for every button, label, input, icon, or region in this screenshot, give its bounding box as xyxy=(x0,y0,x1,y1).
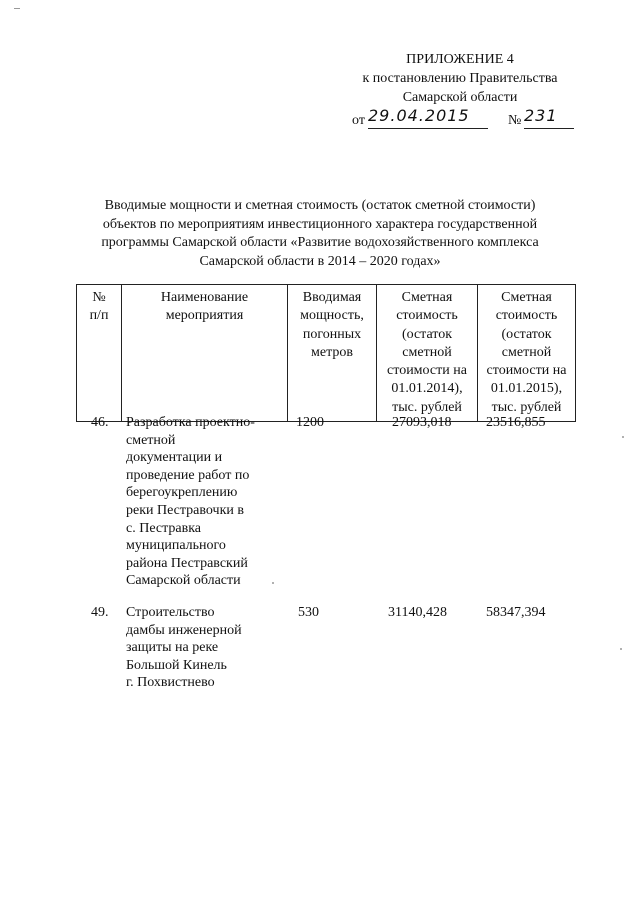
document-title xyxy=(40,197,600,271)
row-cost-2015: 58347,394 xyxy=(486,605,546,620)
scan-speck xyxy=(620,648,622,650)
row-name xyxy=(126,414,255,590)
row-number: 46. xyxy=(91,415,109,430)
title-line: Вводимые мощности и сметная стоимость (остаток сметной стоимости) xyxy=(104,198,536,213)
title-line: Самарской области в 2014 – 2020 годах» xyxy=(199,253,441,269)
row-cost-2015: 23516,855 xyxy=(486,415,546,430)
name-line: г. Похвистнево xyxy=(126,675,215,691)
name-line: проведение работ по xyxy=(126,467,250,483)
appendix-header xyxy=(330,50,590,107)
name-line: сметной xyxy=(126,432,176,448)
scan-speck xyxy=(622,436,624,438)
title-line: программы Самарской области «Развитие водохозяйственного комплекса xyxy=(101,235,539,250)
appendix-title: ПРИЛОЖЕНИЕ 4 xyxy=(406,52,514,67)
header-capacity: Вводимая мощность, погонных метров xyxy=(288,285,377,422)
row-capacity: 1200 xyxy=(296,415,324,430)
scan-mark xyxy=(14,8,20,9)
name-line: муниципального xyxy=(126,538,226,554)
name-line: берегоукреплению xyxy=(126,485,238,501)
handwritten-number: 231 xyxy=(524,106,574,129)
header-name: Наименование мероприятия xyxy=(122,285,288,422)
name-line: с. Пестравка xyxy=(126,520,202,536)
resolution-date-number xyxy=(352,106,572,130)
row-cost-2014: 27093,018 xyxy=(392,415,452,430)
name-line: Строительство xyxy=(126,605,215,620)
name-line: Самарской области xyxy=(126,573,241,589)
title-line: объектов по мероприятиям инвестиционного характера государственной xyxy=(102,216,538,232)
header-cost-2015: Сметная стоимость (остаток сметной стоимости на 01.01.2015), тыс. рублей xyxy=(478,285,576,422)
scan-speck xyxy=(272,582,274,584)
name-line: защиты на реке xyxy=(126,640,219,656)
name-line: документации и xyxy=(126,450,223,466)
name-line: района Пестравский xyxy=(126,555,248,571)
name-line: реки Пестравочки в xyxy=(126,502,244,518)
date-prefix: от xyxy=(352,113,365,128)
handwritten-date: 29.04.2015 xyxy=(368,106,488,129)
appendix-region: Самарской области xyxy=(402,90,518,105)
header-cost-2014: Сметная стоимость (остаток сметной стоимости на 01.01.2014), тыс. рублей xyxy=(377,285,478,422)
row-cost-2014: 31140,428 xyxy=(388,605,447,620)
row-number: 49. xyxy=(91,605,109,620)
name-line: Разработка проектно- xyxy=(126,415,255,430)
row-name xyxy=(126,604,242,692)
appendix-resolution: к постановлению Правительства xyxy=(362,71,558,86)
row-capacity: 530 xyxy=(298,605,319,620)
name-line: дамбы инженерной xyxy=(126,622,242,638)
number-prefix: № xyxy=(508,113,522,128)
name-line: Большой Кинель xyxy=(126,657,227,673)
table-header xyxy=(76,284,576,422)
header-num: № п/п xyxy=(77,285,122,422)
